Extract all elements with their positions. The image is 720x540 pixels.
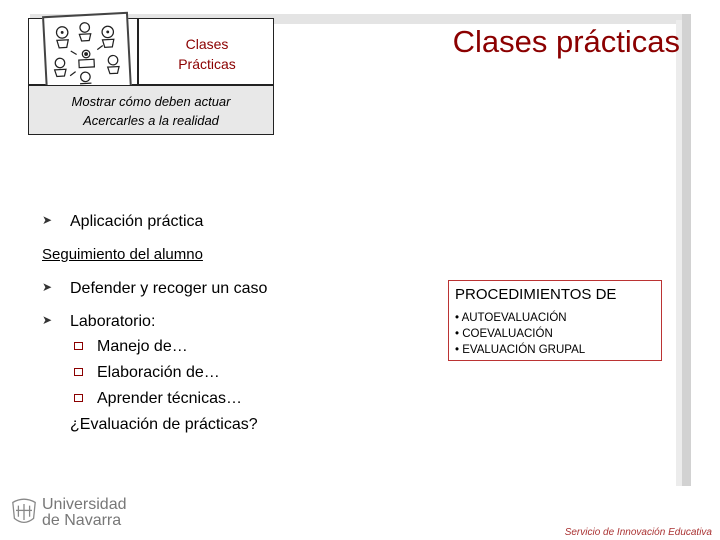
procedimientos-item: • AUTOEVALUACIÓN: [455, 312, 567, 324]
bullet-laboratorio-text: Laboratorio:: [70, 313, 156, 330]
university-seal-icon: [8, 492, 40, 532]
subtitle-line1: Mostrar cómo deben actuar: [71, 94, 231, 109]
hollow-square-icon: [74, 394, 83, 402]
hollow-square-icon: [74, 368, 83, 376]
sub-item: [70, 338, 188, 356]
bullet-laboratorio: [42, 313, 155, 331]
footer-service-label: Servicio de Innovación Educativa: [564, 527, 712, 538]
logo-line2: de Navarra: [42, 512, 122, 529]
header-divider: [137, 18, 139, 85]
evaluacion-question: ¿Evaluación de prácticas?: [70, 416, 258, 433]
bullet-defender-text: Defender y recoger un caso: [70, 280, 268, 297]
procedimientos-box: [448, 280, 662, 361]
header-label-line1: Clases: [185, 36, 229, 52]
header-label: [140, 34, 274, 74]
university-logo-text: [42, 497, 126, 529]
bullet-aplicacion-text: Aplicación práctica: [70, 213, 204, 230]
sub-item: [70, 364, 220, 382]
bullet-defender: [42, 280, 267, 298]
logo-line1: Universidad: [42, 496, 127, 513]
subtitle-box: [28, 85, 274, 135]
sub-item: [70, 390, 242, 408]
bullet-aplicacion: [42, 213, 203, 231]
procedimientos-item: • EVALUACIÓN GRUPAL: [455, 344, 586, 356]
chevron-right-icon: ➤: [42, 213, 53, 227]
sub-item-text: Aprender técnicas…: [97, 390, 242, 407]
classroom-clipart-image: [42, 12, 132, 94]
hollow-square-icon: [74, 342, 83, 350]
chevron-right-icon: ➤: [42, 280, 53, 294]
subtitle-line2: Acercarles a la realidad: [83, 113, 219, 128]
sub-item-text: Elaboración de…: [97, 364, 220, 381]
frame-right-shadow: [682, 14, 691, 486]
header-label-line2: Prácticas: [178, 56, 236, 72]
section-heading-seguimiento: Seguimiento del alumno: [42, 246, 203, 263]
sub-item-text: Manejo de…: [97, 338, 188, 355]
procedimientos-item: • COEVALUACIÓN: [455, 328, 553, 340]
procedimientos-title: PROCEDIMIENTOS DE: [455, 286, 617, 303]
chevron-right-icon: ➤: [42, 313, 53, 327]
classroom-clipart-drawing: [44, 14, 130, 92]
page-title: Clases prácticas: [452, 24, 680, 59]
